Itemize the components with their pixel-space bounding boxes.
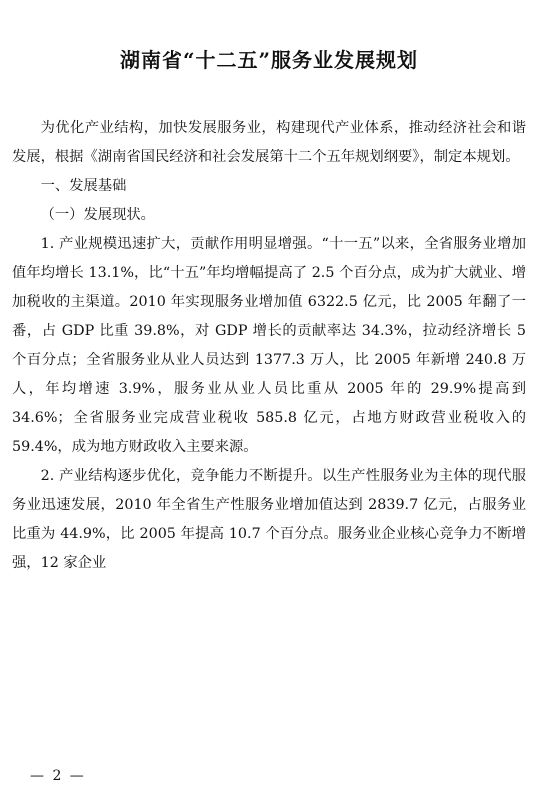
intro-paragraph: 为优化产业结构，加快发展服务业，构建现代产业体系，推动经济社会和谐发展，根据《湖南省国民经济和社会发展第十二个五年规划纲要》，制定本规划。	[12, 120, 526, 165]
body-paragraph: 2. 产业结构逐步优化，竞争能力不断提升。以生产性服务业为主体的现代服务业迅速发展，2010 年全省生产性服务业增加值达到 2839.7 亿元，占服务业比重为 44.9%，比 2005 年提高 10.7 个百分点。服务业企业核心竞争力不断增强，12 家企业	[12, 468, 526, 571]
subsection-heading: （一）发展现状。	[40, 207, 155, 223]
body-paragraph: 1. 产业规模迅速扩大，贡献作用明显增强。“十一五”以来，全省服务业增加值年均增长 13.1%，比“十五”年均增幅提高了 2.5 个百分点，成为扩大就业、增加税收的主渠道。2010 年实现服务业增加值 6322.5 亿元，比 2005 年翻了一番，占 GDP 比重 39.8%，对 GDP 增长的贡献率达 34.3%，拉动经济增长 5 个百分点；全省服务业从业人员达到 1377.3 万人，比 2005 年新增 240.8 万人，年均增速 3.9%，服务业从业人员比重从 2005 年的 29.9%提高到 34.6%；全省服务业完成营业税收 585.8 亿元，占地方财政营业税收入的 59.4%，成为地方财政收入主要来源。	[12, 236, 526, 455]
section-heading: 一、发展基础	[40, 178, 127, 194]
page-number: — 2 —	[30, 768, 86, 784]
document-body	[12, 114, 526, 578]
document-title: 湖南省“十二五”服务业发展规划	[119, 48, 418, 72]
